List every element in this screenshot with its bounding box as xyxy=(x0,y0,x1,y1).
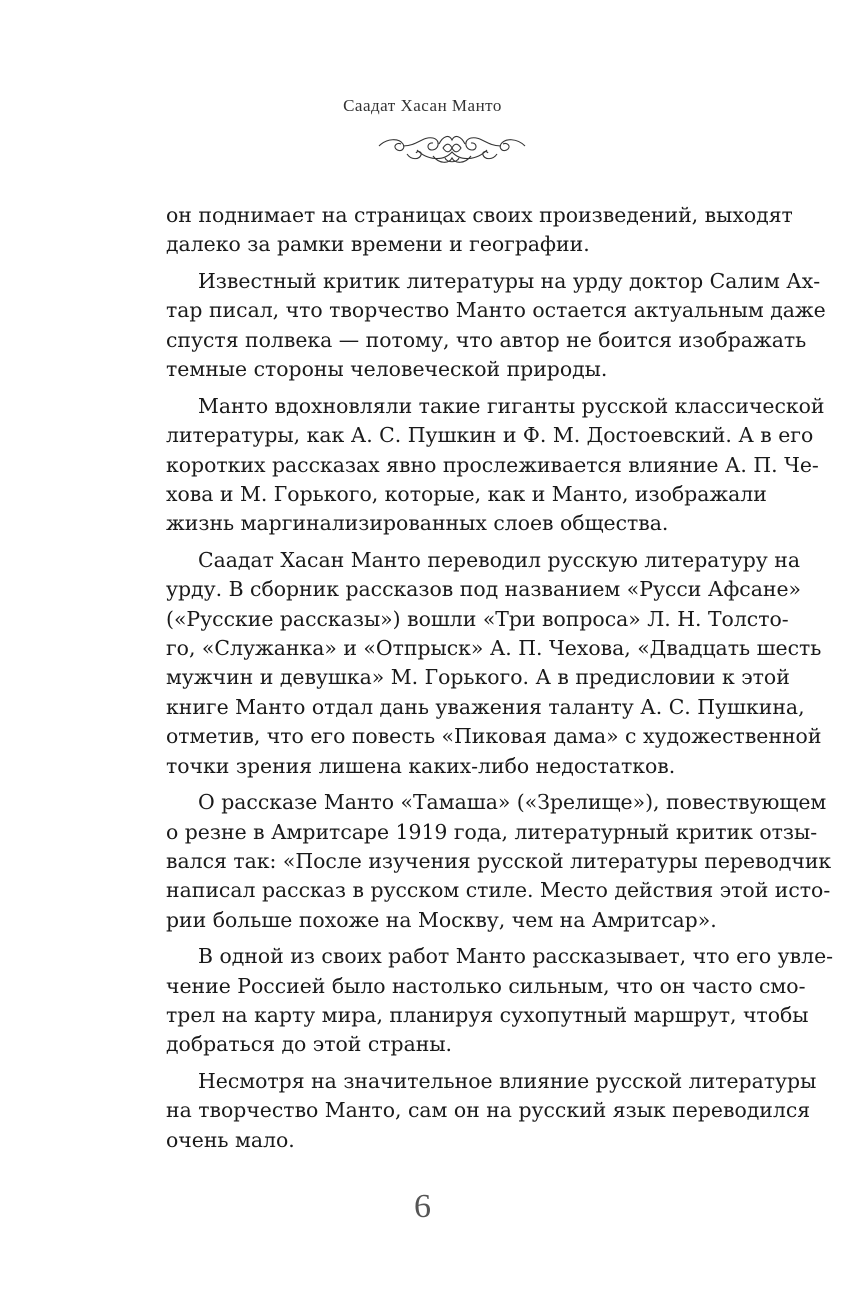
text-line: написал рассказ в русском стиле. Место действия этой исто- xyxy=(166,878,831,903)
text-line: В одной из своих работ Манто рассказывает, что его увле- xyxy=(198,944,834,969)
page-number: 6 xyxy=(414,1188,431,1225)
text-line: жизнь маргинализированных слоев общества. xyxy=(166,511,669,536)
paragraph xyxy=(166,201,793,260)
text-line: он поднимает на страницах своих произведений, выходят xyxy=(166,203,793,227)
running-head: Саадат Хасан Манто xyxy=(343,96,502,115)
text-line: далеко за рамки времени и географии. xyxy=(166,232,590,257)
paragraph xyxy=(166,942,834,1060)
text-line: чение Россией было настолько сильным, что он часто смо- xyxy=(166,973,806,998)
paragraph xyxy=(166,546,822,781)
text-line: очень мало. xyxy=(166,1127,295,1152)
text-line: литературы, как А. С. Пушкин и Ф. М. Достоевский. А в его xyxy=(166,423,814,448)
paragraph xyxy=(166,392,825,539)
text-line: спустя полвека — потому, что автор не боится изображать xyxy=(166,327,807,352)
flourish-ornament-icon xyxy=(377,128,527,168)
text-line: Манто вдохновляли такие гиганты русской классической xyxy=(198,393,825,418)
text-line: О рассказе Манто «Тамаша» («Зрелище»), повествующем xyxy=(198,790,827,815)
text-line: о резне в Амритсаре 1919 года, литературный критик отзы- xyxy=(166,819,818,844)
paragraph xyxy=(166,1067,817,1155)
text-line: точки зрения лишена каких-либо недостатков. xyxy=(166,753,676,778)
text-line: тар писал, что творчество Манто остается актуальным даже xyxy=(166,298,826,323)
paragraph xyxy=(166,788,832,935)
text-line: книге Манто отдал дань уважения таланту А. С. Пушкина, xyxy=(166,694,805,719)
text-line: коротких рассказах явно прослеживается влияние А. П. Че- xyxy=(166,452,819,477)
text-line: го, «Служанка» и «Отпрыск» А. П. Чехова, «Двадцать шесть xyxy=(166,636,822,661)
text-line: добраться до этой страны. xyxy=(166,1032,453,1057)
text-line: («Русские рассказы») вошли «Три вопроса» Л. Н. Толсто- xyxy=(166,606,789,631)
paragraph xyxy=(166,267,826,385)
text-line: трел на карту мира, планируя сухопутный маршрут, чтобы xyxy=(166,1003,809,1028)
text-line: темные стороны человеческой природы. xyxy=(166,357,608,382)
text-line: мужчин и девушка» М. Горького. А в предисловии к этой xyxy=(166,665,790,690)
text-line: хова и М. Горького, которые, как и Манто, изображали xyxy=(166,481,767,506)
text-line: Известный критик литературы на урду доктор Салим Ах- xyxy=(198,268,821,293)
body-text xyxy=(166,201,834,1162)
text-line: рии больше похоже на Москву, чем на Амритсар». xyxy=(166,907,717,932)
text-line: Саадат Хасан Манто переводил русскую литературу на xyxy=(198,547,801,572)
text-line: отметив, что его повесть «Пиковая дама» с художественной xyxy=(166,724,822,749)
text-line: Несмотря на значительное влияние русской литературы xyxy=(198,1069,817,1094)
text-line: на творчество Манто, сам он на русский язык переводился xyxy=(166,1098,811,1123)
text-line: вался так: «После изучения русской литературы переводчик xyxy=(166,848,832,873)
text-line: урду. В сборник рассказов под названием «Русси Афсане» xyxy=(166,577,801,602)
